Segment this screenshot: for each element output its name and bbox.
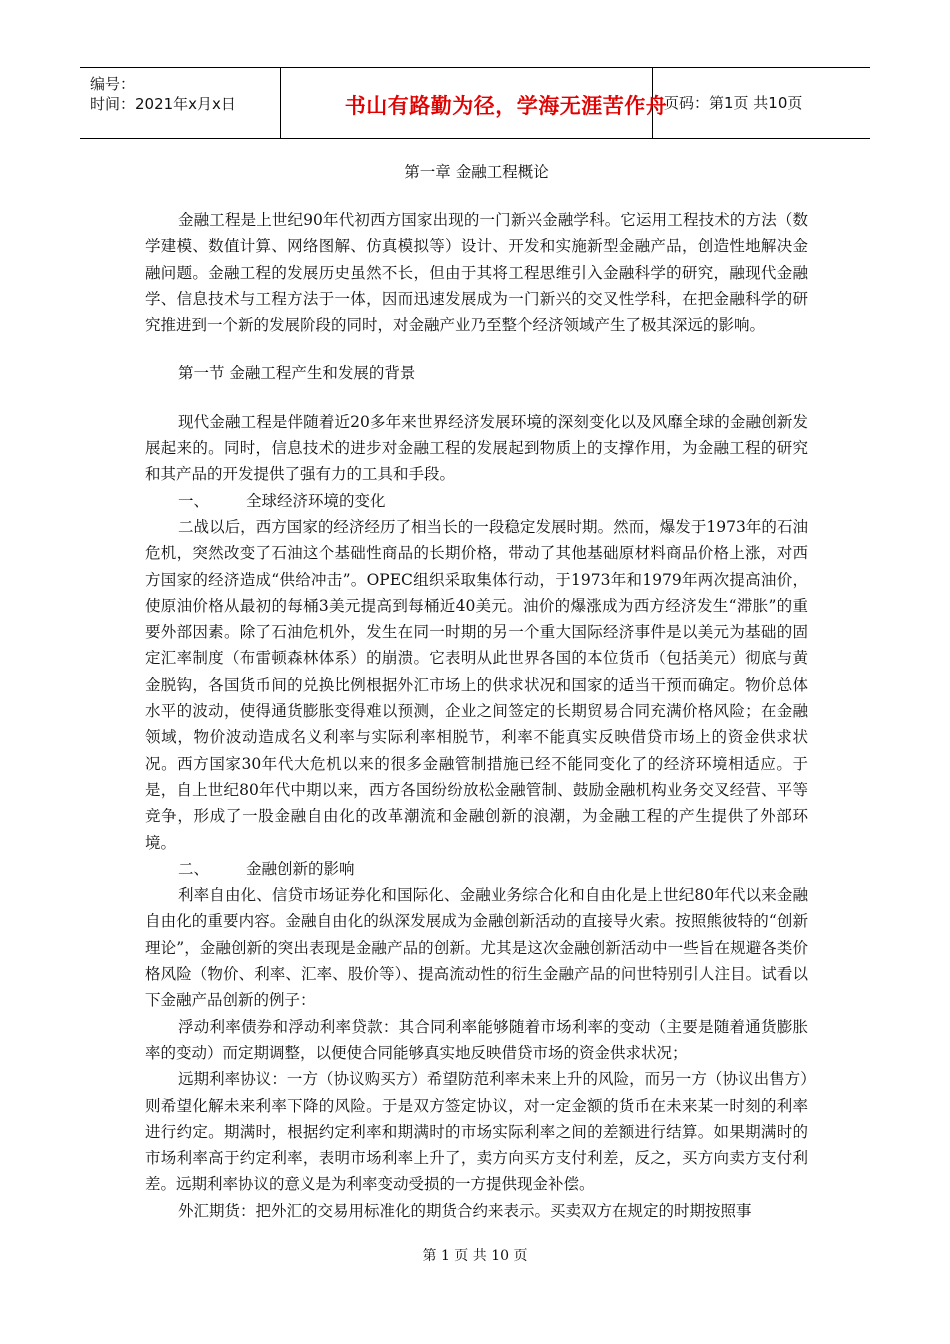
subsection-number: 二、 [178, 859, 210, 878]
section-title: 第一节 金融工程产生和发展的背景 [178, 364, 416, 383]
example-paragraph: 外汇期货：把外汇的交易用标准化的期货合约来表示。买卖双方在规定的时期按照事 [178, 1201, 752, 1220]
header-page-info: 页码：第1页 共10页 [664, 94, 803, 112]
example-paragraph: 浮动利率债券和浮动利率贷款：其合同利率能够随着市场利率的变动（主要是随着通货膨胀率的变动）而定期调整，以便使合同能够真实地反映借贷市场的资金供求状况； [145, 1017, 808, 1062]
subsection-paragraph: 二战以后，西方国家的经济经历了相当长的一段稳定发展时期。然而，爆发于1973年的石油危机，突然改变了石油这个基础性商品的长期价格，带动了其他基础原材料商品价格上涨，对西方国家的经济造成“供给冲击”。OPEC组织采取集体行动，于1973年和1979年两次提高油价，使原油价格从最初的每桶3美元提高到每桶近40美元。油价的爆涨成为西方经济发生“滞胀”的重要外部因素。除了石油危机外，发生在同一时期的另一个重大国际经济事件是以美元为基础的固定汇率制度（布雷顿森林体系）的崩溃。它表明从此世界各国的本位货币（包括美元）彻底与黄金脱钩，各国货币间的兑换比例根据外汇市场上的供求状况和国家的适当干预而确定。物价总体水平的波动，使得通货膨胀变得难以预测，企业之间签定的长期贸易合同充满价格风险；在金融领域，物价波动造成名义利率与实际利率相脱节，利率不能真实反映借贷市场上的资金供求状况。西方国家30年代大危机以来的很多金融管制措施已经不能同变化了的经济环境相适应。于是，自上世纪80年代中期以来，西方各国纷纷放松金融管制、鼓励金融机构业务交叉经营、平等竞争，形成了一股金融自由化的改革潮流和金融创新的浪潮，为金融工程的产生提供了外部环境。 [145, 517, 808, 852]
chapter-title: 第一章 金融工程概论 [404, 163, 549, 181]
document-date: 时间：2021年x月x日 [90, 95, 236, 113]
subsection-paragraph: 利率自由化、信贷市场证券化和国际化、金融业务综合化和自由化是上世纪80年代以来金融自由化的重要内容。金融自由化的纵深发展成为金融创新活动的直接导火索。按照熊彼特的“创新理论”，金融创新的突出表现是金融产品的创新。尤其是这次金融创新活动中一些旨在规避各类价格风险（物价、利率、汇率、股价等）、提高流动性的衍生金融产品的问世特别引人注目。试看以下金融产品创新的例子： [145, 886, 808, 1010]
document-number-label: 编号： [90, 75, 136, 93]
page-footer: 第 1 页 共 10 页 [422, 1248, 528, 1264]
document-body [145, 157, 808, 1224]
subsection-heading-1 [145, 488, 808, 514]
subsection-number: 一、 [178, 491, 210, 510]
header-motto: 书山有路勤为径，学海无涯苦作舟 [344, 94, 668, 118]
subsection-heading-2 [145, 856, 808, 882]
page-header [80, 67, 870, 139]
section-paragraph: 现代金融工程是伴随着近20多年来世界经济发展环境的深刻变化以及风靡全球的金融创新发展起来的。同时，信息技术的进步对金融工程的发展起到物质上的支撑作用，为金融工程的研究和其产品的开发提供了强有力的工具和手段。 [145, 412, 808, 484]
subsection-title: 金融创新的影响 [246, 859, 355, 878]
subsection-title: 全球经济环境的变化 [246, 491, 386, 510]
header-meta [90, 74, 236, 114]
example-paragraph: 远期利率协议：一方（协议购买方）希望防范利率未来上升的风险，而另一方（协议出售方）则希望化解未来利率下降的风险。于是双方签定协议，对一定金额的货币在未来某一时刻的利率进行约定。期满时，根据约定利率和期满时的市场实际利率之间的差额进行结算。如果期满时的市场利率高于约定利率，表明市场利率上升了，卖方向买方支付利差，反之，买方向卖方支付利差。远期利率协议的意义是为利率变动受损的一方提供现金补偿。 [145, 1070, 808, 1194]
intro-paragraph: 金融工程是上世纪90年代初西方国家出现的一门新兴金融学科。它运用工程技术的方法（数学建模、数值计算、网络图解、仿真模拟等）设计、开发和实施新型金融产品，创造性地解决金融问题。金融工程的发展历史虽然不长，但由于其将工程思维引入金融科学的研究，融现代金融学、信息技术与工程方法于一体，因而迅速发展成为一门新兴的交叉性学科，在把金融科学的研究推进到一个新的发展阶段的同时，对金融产业乃至整个经济领域产生了极其深远的影响。 [145, 211, 808, 335]
